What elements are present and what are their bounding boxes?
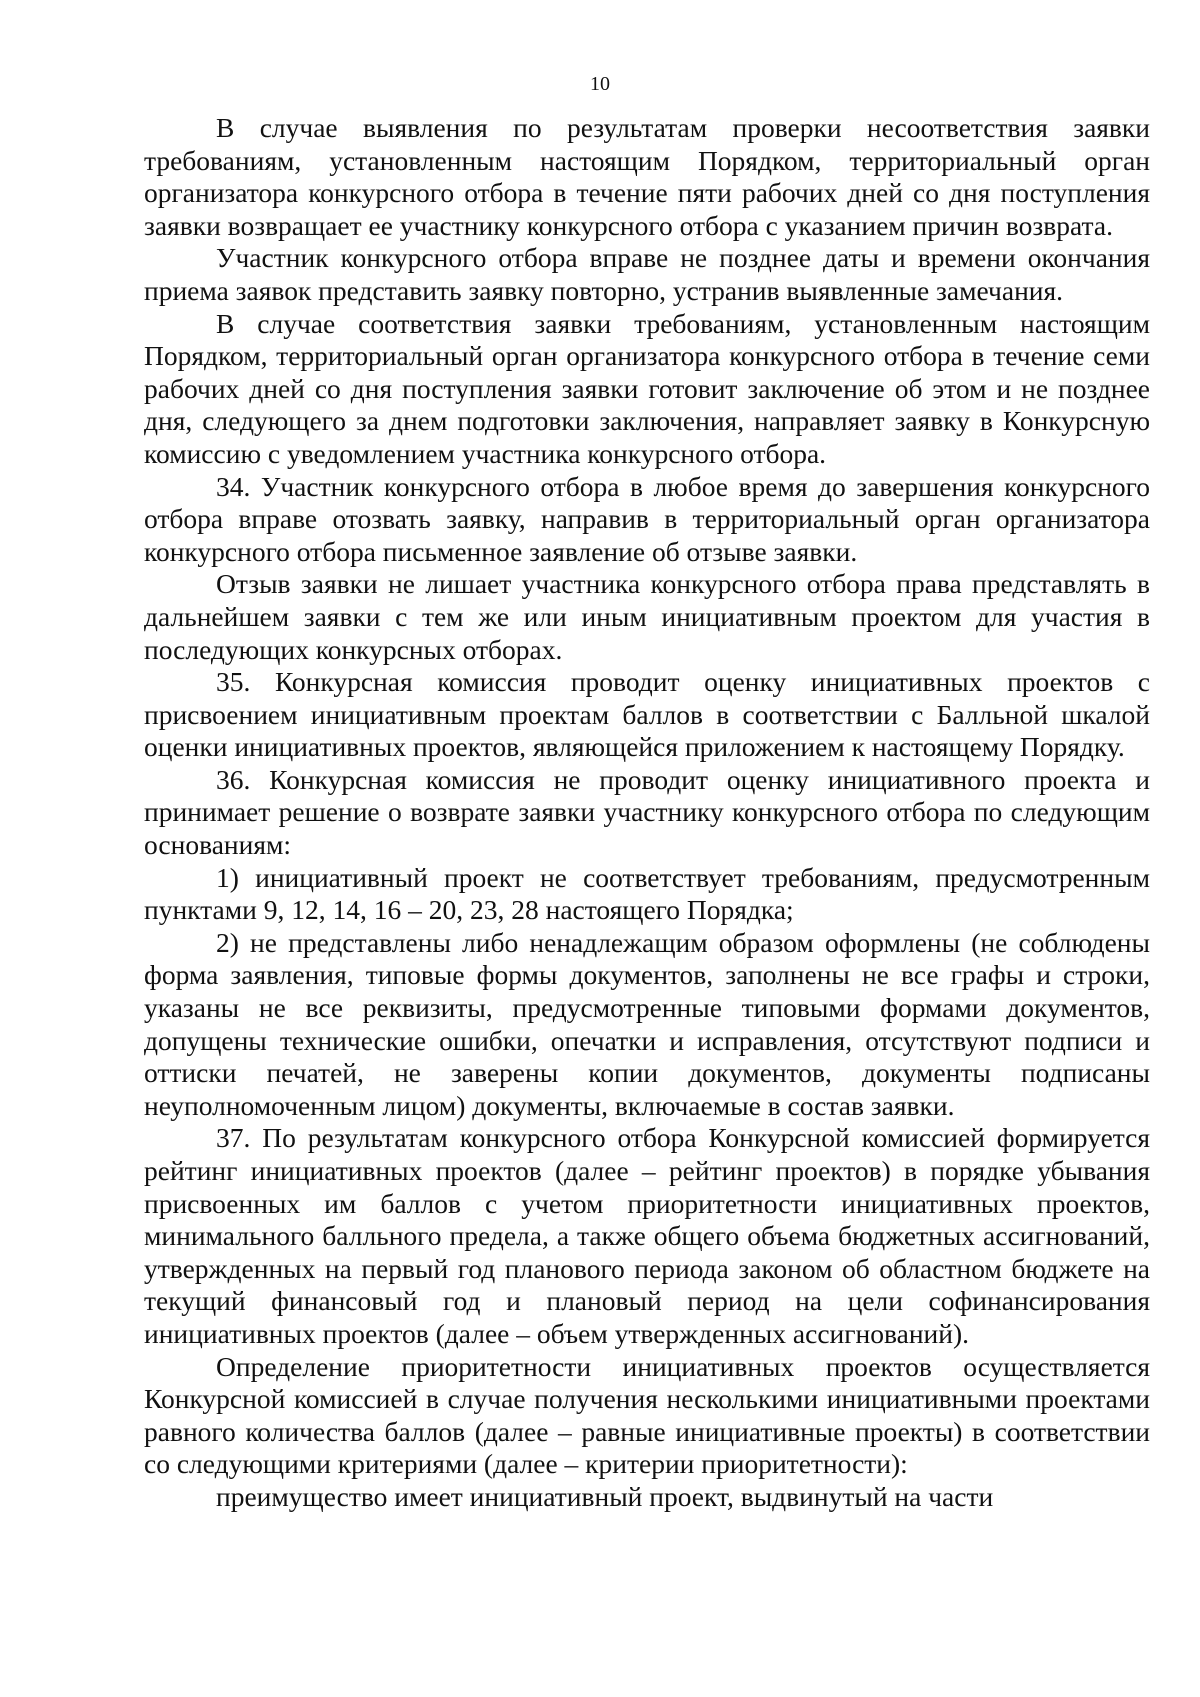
paragraph-priority-criteria: Определение приоритетности инициативных проектов осуществляется Конкурсной комиссией в случае получения несколькими инициативными проектами равного количества баллов (далее – равные инициативные проекты) в соответствии со следующими критериями (далее – критерии приоритетности): — [144, 1350, 1150, 1480]
paragraph-item-37: 37. По результатам конкурсного отбора Конкурсной комиссией формируется рейтинг инициативных проектов (далее – рейтинг проектов) в порядке убывания присвоенных им баллов с учетом приоритетности инициативных проектов, минимального балльного предела, а также общего объема бюджетных ассигнований, утвержденных на первый год планового периода законом об областном бюджете на текущий финансовый год и плановый период на цели софинансирования инициативных проектов (далее – объем утвержденных ассигнований). — [144, 1122, 1150, 1349]
paragraph-item-34: 34. Участник конкурсного отбора в любое время до завершения конкурсного отбора вправе отозвать заявку, направив в территориальный орган организатора конкурсного отбора письменное заявление об отзыве заявки. — [144, 470, 1150, 567]
paragraph-item-36: 36. Конкурсная комиссия не проводит оценку инициативного проекта и принимает решение о возврате заявки участнику конкурсного отбора по следующим основаниям: — [144, 763, 1150, 861]
paragraph-item-35: 35. Конкурсная комиссия проводит оценку инициативных проектов с присвоением инициативным проектам баллов в соответствии с Балльной шкалой оценки инициативных проектов, являющейся приложением к настоящему Порядку. — [144, 666, 1150, 763]
paragraph-withdrawal-rights: Отзыв заявки не лишает участника конкурсного отбора права представлять в дальнейшем заявки с тем же или иным инициативным проектом для участия в последующих конкурсных отборах. — [144, 568, 1150, 665]
paragraph-return-of-application: В случае выявления по результатам проверки несоответствия заявки требованиям, установленным настоящим Порядком, территориальный орган организатора конкурсного отбора в течение пяти рабочих дней со дня поступления заявки возвращает ее участнику конкурсного отбора с указанием причин возврата. — [144, 112, 1150, 241]
document-body — [144, 112, 1150, 1514]
paragraph-compliance-conclusion: В случае соответствия заявки требованиям, установленным настоящим Порядком, территориальный орган организатора конкурсного отбора в течение семи рабочих дней со дня поступления заявки готовит заключение об этом и не позднее дня, следующего за днем подготовки заключения, направляет заявку в Конкурсную комиссию с уведомлением участника конкурсного отбора. — [144, 307, 1150, 469]
paragraph-priority-advantage: преимущество имеет инициативный проект, выдвинутый на части — [216, 1480, 994, 1512]
page-number: 10 — [590, 73, 610, 95]
paragraph-resubmission: Участник конкурсного отбора вправе не позднее даты и времени окончания приема заявок представить заявку повторно, устранив выявленные замечания. — [144, 242, 1150, 306]
paragraph-item-36-1: 1) инициативный проект не соответствует требованиям, предусмотренным пунктами 9, 12, 14, 16 – 20, 23, 28 настоящего Порядка; — [144, 861, 1150, 926]
paragraph-item-36-2: 2) не представлены либо ненадлежащим образом оформлены (не соблюдены форма заявления, типовые формы документов, заполнены не все графы и строки, указаны не все реквизиты, предусмотренные типовыми формами документов, допущены технические ошибки, опечатки и исправления, отсутствуют подписи и оттиски печатей, не заверены копии документов, документы подписаны неуполномоченным лицом) документы, включаемые в состав заявки. — [144, 926, 1150, 1121]
